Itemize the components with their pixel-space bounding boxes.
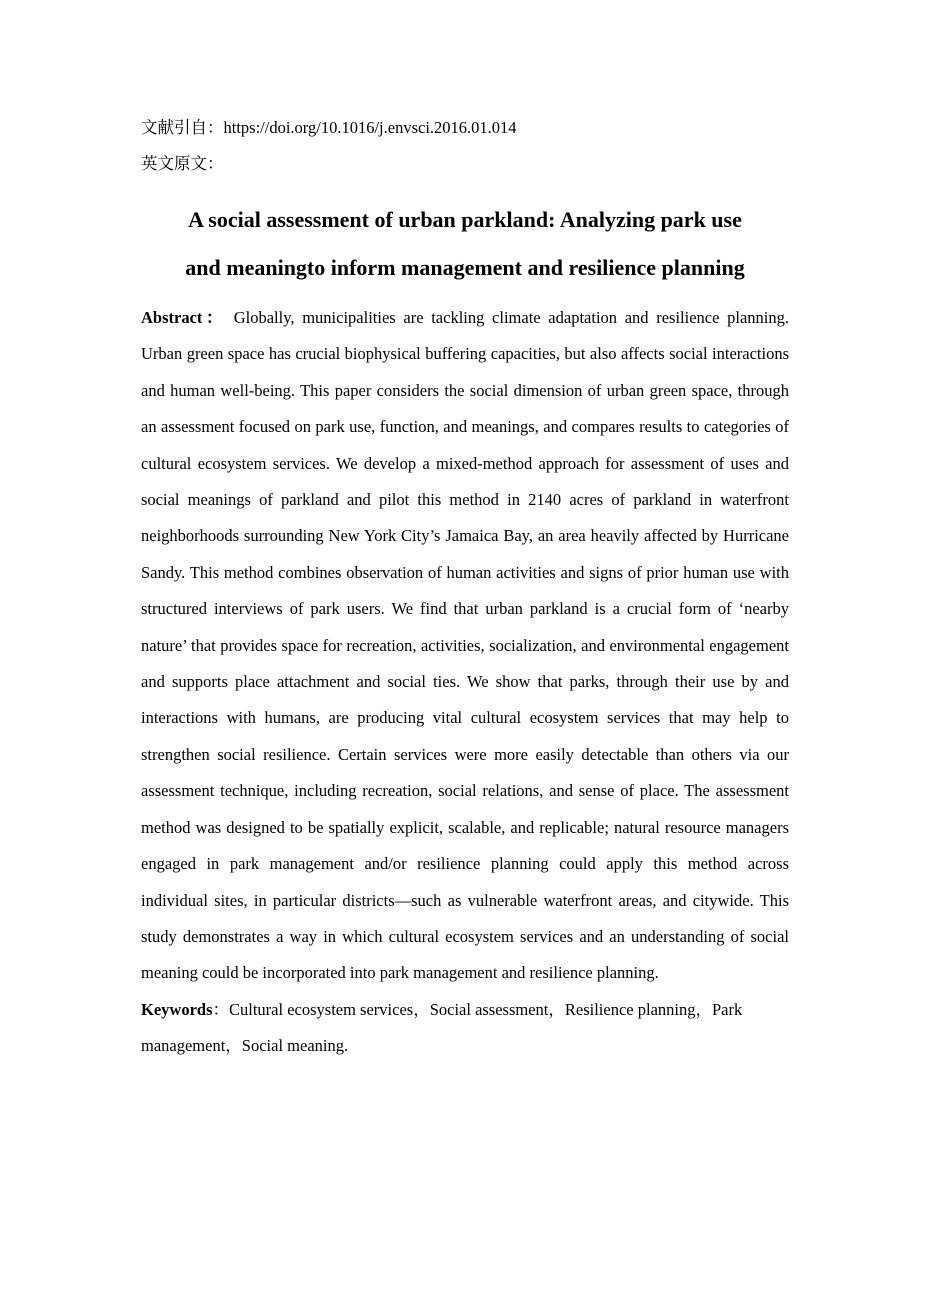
citation-label: 文献引自：: [141, 118, 224, 137]
document-page: [141, 110, 789, 1065]
original-text-label: 英文原文：: [141, 154, 224, 173]
citation-line: [141, 110, 789, 146]
keywords-text: Cultural ecosystem services，Social assessment，Resilience planning，Park management，Social meaning.: [141, 999, 743, 1056]
citation-doi: https://doi.org/10.1016/j.envsci.2016.01.014: [223, 118, 517, 137]
keywords-paragraph: [141, 992, 789, 1065]
keywords-separator: ：: [212, 999, 229, 1019]
paper-title: [135, 196, 795, 292]
title-line-1: A social assessment of urban parkland: Analyzing park use: [188, 207, 742, 232]
keywords-label: Keywords: [141, 999, 213, 1019]
abstract-text: Globally, municipalities are tackling climate adaptation and resilience planning. Urban green space has crucial biophysical buffering capacities, but also affects social interactions and human well-being. This paper considers the social dimension of urban green space, through an assessment focused on park use, function, and meanings, and compares results to categories of cultural ecosystem services. We develop a mixed-method approach for assessment of uses and social meanings of parkland and pilot this method in 2140 acres of parkland in waterfront neighborhoods surrounding New York City’s Jamaica Bay, an area heavily affected by Hurricane Sandy. This method combines observation of human activities and signs of prior human use with structured interviews of park users. We find that urban parkland is a crucial form of ‘nearby nature’ that provides space for recreation, activities, socialization, and environmental engagement and supports place attachment and social ties. We show that parks, through their use by and interactions with humans, are producing vital cultural ecosystem services that may help to strengthen social resilience. Certain services were more easily detectable than others via our assessment technique, including recreation, social relations, and sense of place. The assessment method was designed to be spatially explicit, scalable, and replicable; natural resource managers engaged in park management and/or resilience planning could apply this method across individual sites, in particular districts—such as vulnerable waterfront areas, and citywide. This study demonstrates a way in which cultural ecosystem services and an understanding of social meaning could be incorporated into park management and resilience planning.: [141, 308, 789, 983]
abstract-paragraph: [141, 300, 789, 992]
abstract-label: Abstract：: [141, 308, 227, 327]
title-line-2: and meaningto inform management and resilience planning: [185, 255, 745, 280]
